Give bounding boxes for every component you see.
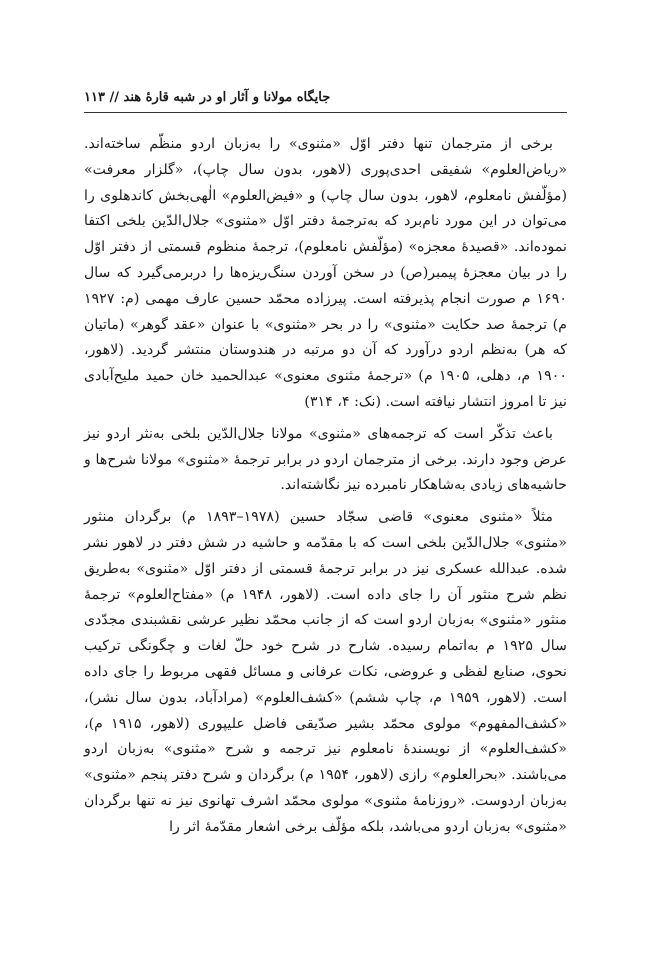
paragraph-3: مثلاً «مثنوی معنوی» قاضی سجّاد حسین (۱۹۷۸–۱۸۹۳ م) برگردان منثور «مثنوی» جلال‌الدّین بلخی است که با مقدّمه و حاشیه در شش دفتر در لاهور نشر شده. عبدالله عسکری نیز در برابر ترجمۀ قسمتی از دفتر اوّل «مثنوی» به‌طریق نظم شرح منثور آن را جای داده است. (لاهور، ۱۹۴۸ م) «مفتاح‌العلوم» ترجمۀ منثور «مثنوی» به‌زبان اردو است که از جانب محمّد نظیر عرشی نقشبندی مجدّدی سال ۱۹۲۵ م به‌اتمام رسیده. شارح در شرح خود حلّ لغات و چگونگی ترکیب نحوی، صنایع لفظی و عروضی، نکات عرفانی و مسائل فقهی مربوط را جای داده است. (لاهور، ۱۹۵۹ م، چاپ ششم) «کشف‌العلوم» (مرادآباد، بدون سال نشر)، «کشف‌المفهوم» مولوی محمّد بشیر صدّیقی فاضل علیپوری (لاهور، ۱۹۱۵ م)، «کشف‌العلوم» از نویسندۀ نامعلوم نیز ترجمه و شرح «مثنوی» به‌زبان اردو می‌باشند. «بحرالعلوم» رازی (لاهور، ۱۹۵۴ م) برگردان و شرح دفتر پنجم «مثنوی» به‌زبان اردوست. «روزنامۀ مثنوی» مولوی محمّد اشرف تهانوی نیز نه تنها برگردان «مثنوی» به‌زبان اردو می‌باشد، بلکه مؤلّف برخی اشعار مقدّمۀ اثر را [84,509,567,835]
running-title: جایگاه مولانا و آثار او در شبه قارۀ هند // ۱۱۳ [84,89,331,105]
paragraph-2: باعث تذکّر است که ترجمه‌های «مثنوی» مولانا جلال‌الدّین بلخی به‌نثر اردو نیز عرض وجود دارند. برخی از مترجمان اردو در برابر ترجمۀ «مثنوی» مولانا شرح‌ها و حاشیه‌های زیادی به‌شاهکار نامبرده نیز نگاشته‌اند. [84,425,567,494]
page-body [84,132,567,847]
header-rule [84,112,567,113]
running-header [84,84,567,110]
paragraph-1: برخی از مترجمان تنها دفتر اوّل «مثنوی» را به‌زبان اردو منظّم ساخته‌اند. «ریاض‌العلوم» شفیقی احدی‌پوری (لاهور، بدون سال چاپ)، «گلزار معرفت» (مؤلّفش نامعلوم، لاهور، بدون سال چاپ) و «فیض‌العلوم» الٰهی‌بخش کاندهلوی را می‌توان در این مورد نام‌برد که به‌ترجمۀ دفتر اوّل «مثنوی» جلال‌الدّین بلخی اکتفا نموده‌اند. «قصیدۀ معجزه» (مؤلّفش نامعلوم)، ترجمۀ منظوم قسمتی از دفتر اوّل را در بیان معجزۀ پیمبر(ص) در سخن آوردن سنگ‌ریزه‌ها را دربرمی‌گیرد که سال ۱۶۹۰ م صورت انجام پذیرفته است. پیرزاده محمّد حسین عارف مهمی (م: ۱۹۲۷ م) ترجمۀ صد حکایت «مثنوی» را در بحر «مثنوی» با عنوان «عقد گوهر» (ماتیان که هر) به‌نظم اردو درآورد که آن دو مرتبه در هندوستان منتشر گردید. (لاهور، ۱۹۰۰ م، دهلی، ۱۹۰۵ م) «ترجمۀ مثنوی معنوی» عبدالحمید خان حمید ملیح‌آبادی نیز تا امروز انتشار نیافته است. (نک: ۴، ۳۱۴) [84,136,568,410]
